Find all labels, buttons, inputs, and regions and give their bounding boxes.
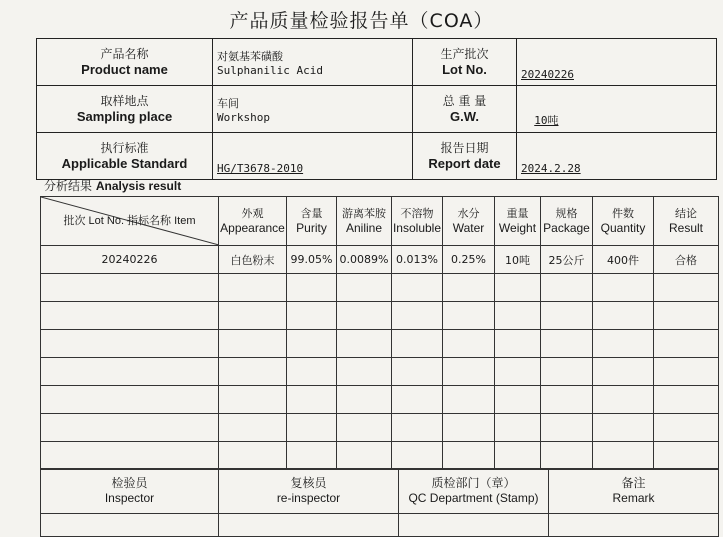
cell-result: 合格 — [654, 246, 719, 274]
col-package: 规格 Package — [541, 197, 593, 246]
empty-row — [41, 330, 719, 358]
analysis-table — [40, 196, 719, 470]
remark-label: 备注 Remark — [549, 469, 719, 514]
col-appearance: 外观 Appearance — [219, 197, 287, 246]
cell-appearance: 白色粉末 — [219, 246, 287, 274]
corner-header-cell: 批次 Lot No. 指标名称 Item — [41, 197, 219, 246]
lot-no-label: 生产批次 Lot No. — [413, 39, 517, 86]
cell-water: 0.25% — [443, 246, 495, 274]
cell-package: 25公斤 — [541, 246, 593, 274]
cell-quantity: 400件 — [593, 246, 654, 274]
empty-row — [41, 358, 719, 386]
report-date-label: 报告日期 Report date — [413, 133, 517, 180]
col-aniline: 游离苯胺 Aniline — [337, 197, 392, 246]
cell-lot: 20240226 — [41, 246, 219, 274]
col-quantity: 件数 Quantity — [593, 197, 654, 246]
qc-department-label: 质检部门（章） QC Department (Stamp) — [399, 469, 549, 514]
col-result: 结论 Result — [654, 197, 719, 246]
signature-table — [40, 468, 719, 537]
table-row — [41, 246, 719, 274]
report-date-value: 2024.2.28 — [517, 133, 717, 180]
document-title: 产品质量检验报告单（COA） — [229, 10, 494, 32]
empty-row — [41, 442, 719, 470]
col-insoluble: 不溶物 Insoluble — [392, 197, 443, 246]
col-weight: 重量 Weight — [495, 197, 541, 246]
empty-row — [41, 274, 719, 302]
sampling-place-label: 取样地点 Sampling place — [37, 86, 213, 133]
analysis-header-row — [41, 197, 719, 246]
product-name-label: 产品名称 Product name — [37, 39, 213, 86]
cell-insoluble: 0.013% — [392, 246, 443, 274]
reinspector-label: 复核员 re-inspector — [219, 469, 399, 514]
lot-no-value: 20240226 — [517, 39, 717, 86]
empty-row — [41, 386, 719, 414]
gw-value: 10吨 — [517, 86, 717, 133]
product-info-table — [36, 38, 717, 180]
empty-row — [41, 414, 719, 442]
cell-aniline: 0.0089% — [337, 246, 392, 274]
cell-purity: 99.05% — [287, 246, 337, 274]
standard-label: 执行标准 Applicable Standard — [37, 133, 213, 180]
cell-weight: 10吨 — [495, 246, 541, 274]
product-name-value: 对氨基苯磺酸 Sulphanilic Acid — [213, 39, 413, 86]
analysis-section-title: 分析结果 Analysis result — [44, 179, 182, 193]
col-water: 水分 Water — [443, 197, 495, 246]
inspector-label: 检验员 Inspector — [41, 469, 219, 514]
sampling-place-value: 车间 Workshop — [213, 86, 413, 133]
gw-label: 总 重 量 G.W. — [413, 86, 517, 133]
col-purity: 含量 Purity — [287, 197, 337, 246]
standard-value: HG/T3678-2010 — [213, 133, 413, 180]
empty-row — [41, 302, 719, 330]
